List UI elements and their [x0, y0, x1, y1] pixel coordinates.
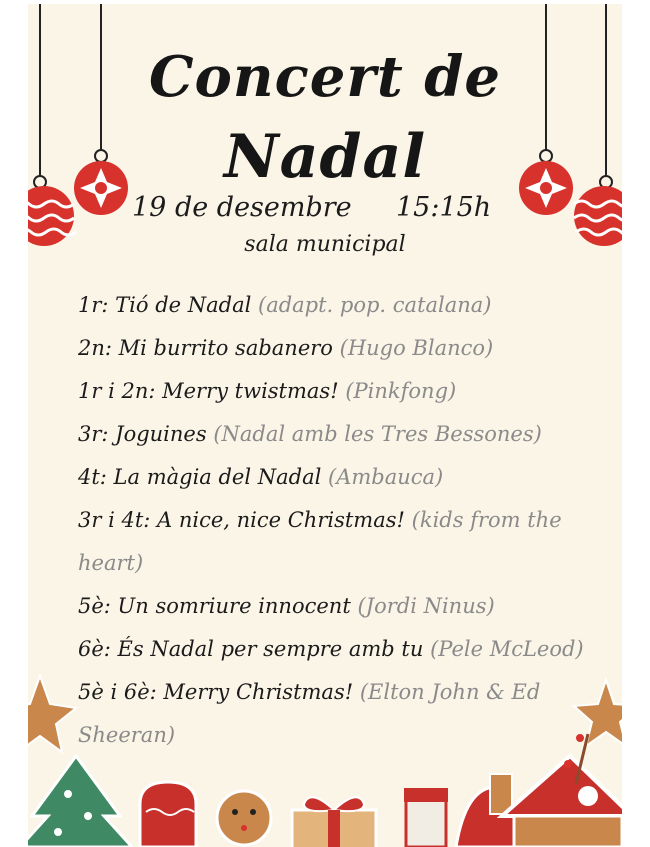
song-credit: (kids from the heart): [78, 508, 562, 575]
title-line-2: Nadal: [223, 122, 427, 192]
sock-cookie-icon: [404, 788, 448, 847]
program-item: [78, 499, 598, 585]
concert-date: 19 de desembre: [132, 192, 352, 223]
gift-cookie-icon: [292, 797, 376, 847]
song-credit: (Pinkfong): [345, 379, 457, 403]
program-item: [78, 671, 598, 757]
song-title: 5è i 6è: Merry Christmas!: [78, 680, 354, 704]
song-title: 2n: Mi burrito sabanero: [78, 336, 333, 360]
gingerbread-man-icon: [217, 791, 271, 845]
song-title: 3r: Joguines: [78, 422, 207, 446]
program-item: [78, 628, 598, 671]
program-item: [78, 370, 598, 413]
song-credit: (Elton John & Ed Sheeran): [78, 680, 541, 747]
song-credit: (adapt. pop. catalana): [258, 293, 492, 317]
song-credit: (Nadal amb les Tres Bessones): [213, 422, 542, 446]
song-credit: (Ambauca): [328, 465, 444, 489]
program-list: [78, 284, 598, 757]
song-title: 6è: És Nadal per sempre amb tu: [78, 637, 424, 661]
poster: [28, 4, 622, 847]
concert-venue: sala municipal: [244, 232, 406, 257]
song-title: 4t: La màgia del Nadal: [78, 465, 322, 489]
song-title: 1r: Tió de Nadal: [78, 293, 252, 317]
program-item: [78, 585, 598, 628]
song-credit: (Pele McLeod): [430, 637, 584, 661]
program-item: [78, 327, 598, 370]
mitten-cookie-icon: [140, 782, 196, 847]
song-title: 3r i 4t: A nice, nice Christmas!: [78, 508, 405, 532]
program-item: [78, 284, 598, 327]
program-item: [78, 456, 598, 499]
song-title: 1r i 2n: Merry twistmas!: [78, 379, 339, 403]
song-title: 5è: Un somriure innocent: [78, 594, 351, 618]
tree-cookie-icon: [28, 756, 132, 847]
song-credit: (Hugo Blanco): [339, 336, 494, 360]
concert-time: 15:15h: [396, 192, 492, 223]
song-credit: (Jordi Ninus): [357, 594, 495, 618]
title-line-1: Concert de: [148, 44, 501, 110]
gingerbread-star-left-icon: [28, 676, 76, 752]
program-item: [78, 413, 598, 456]
